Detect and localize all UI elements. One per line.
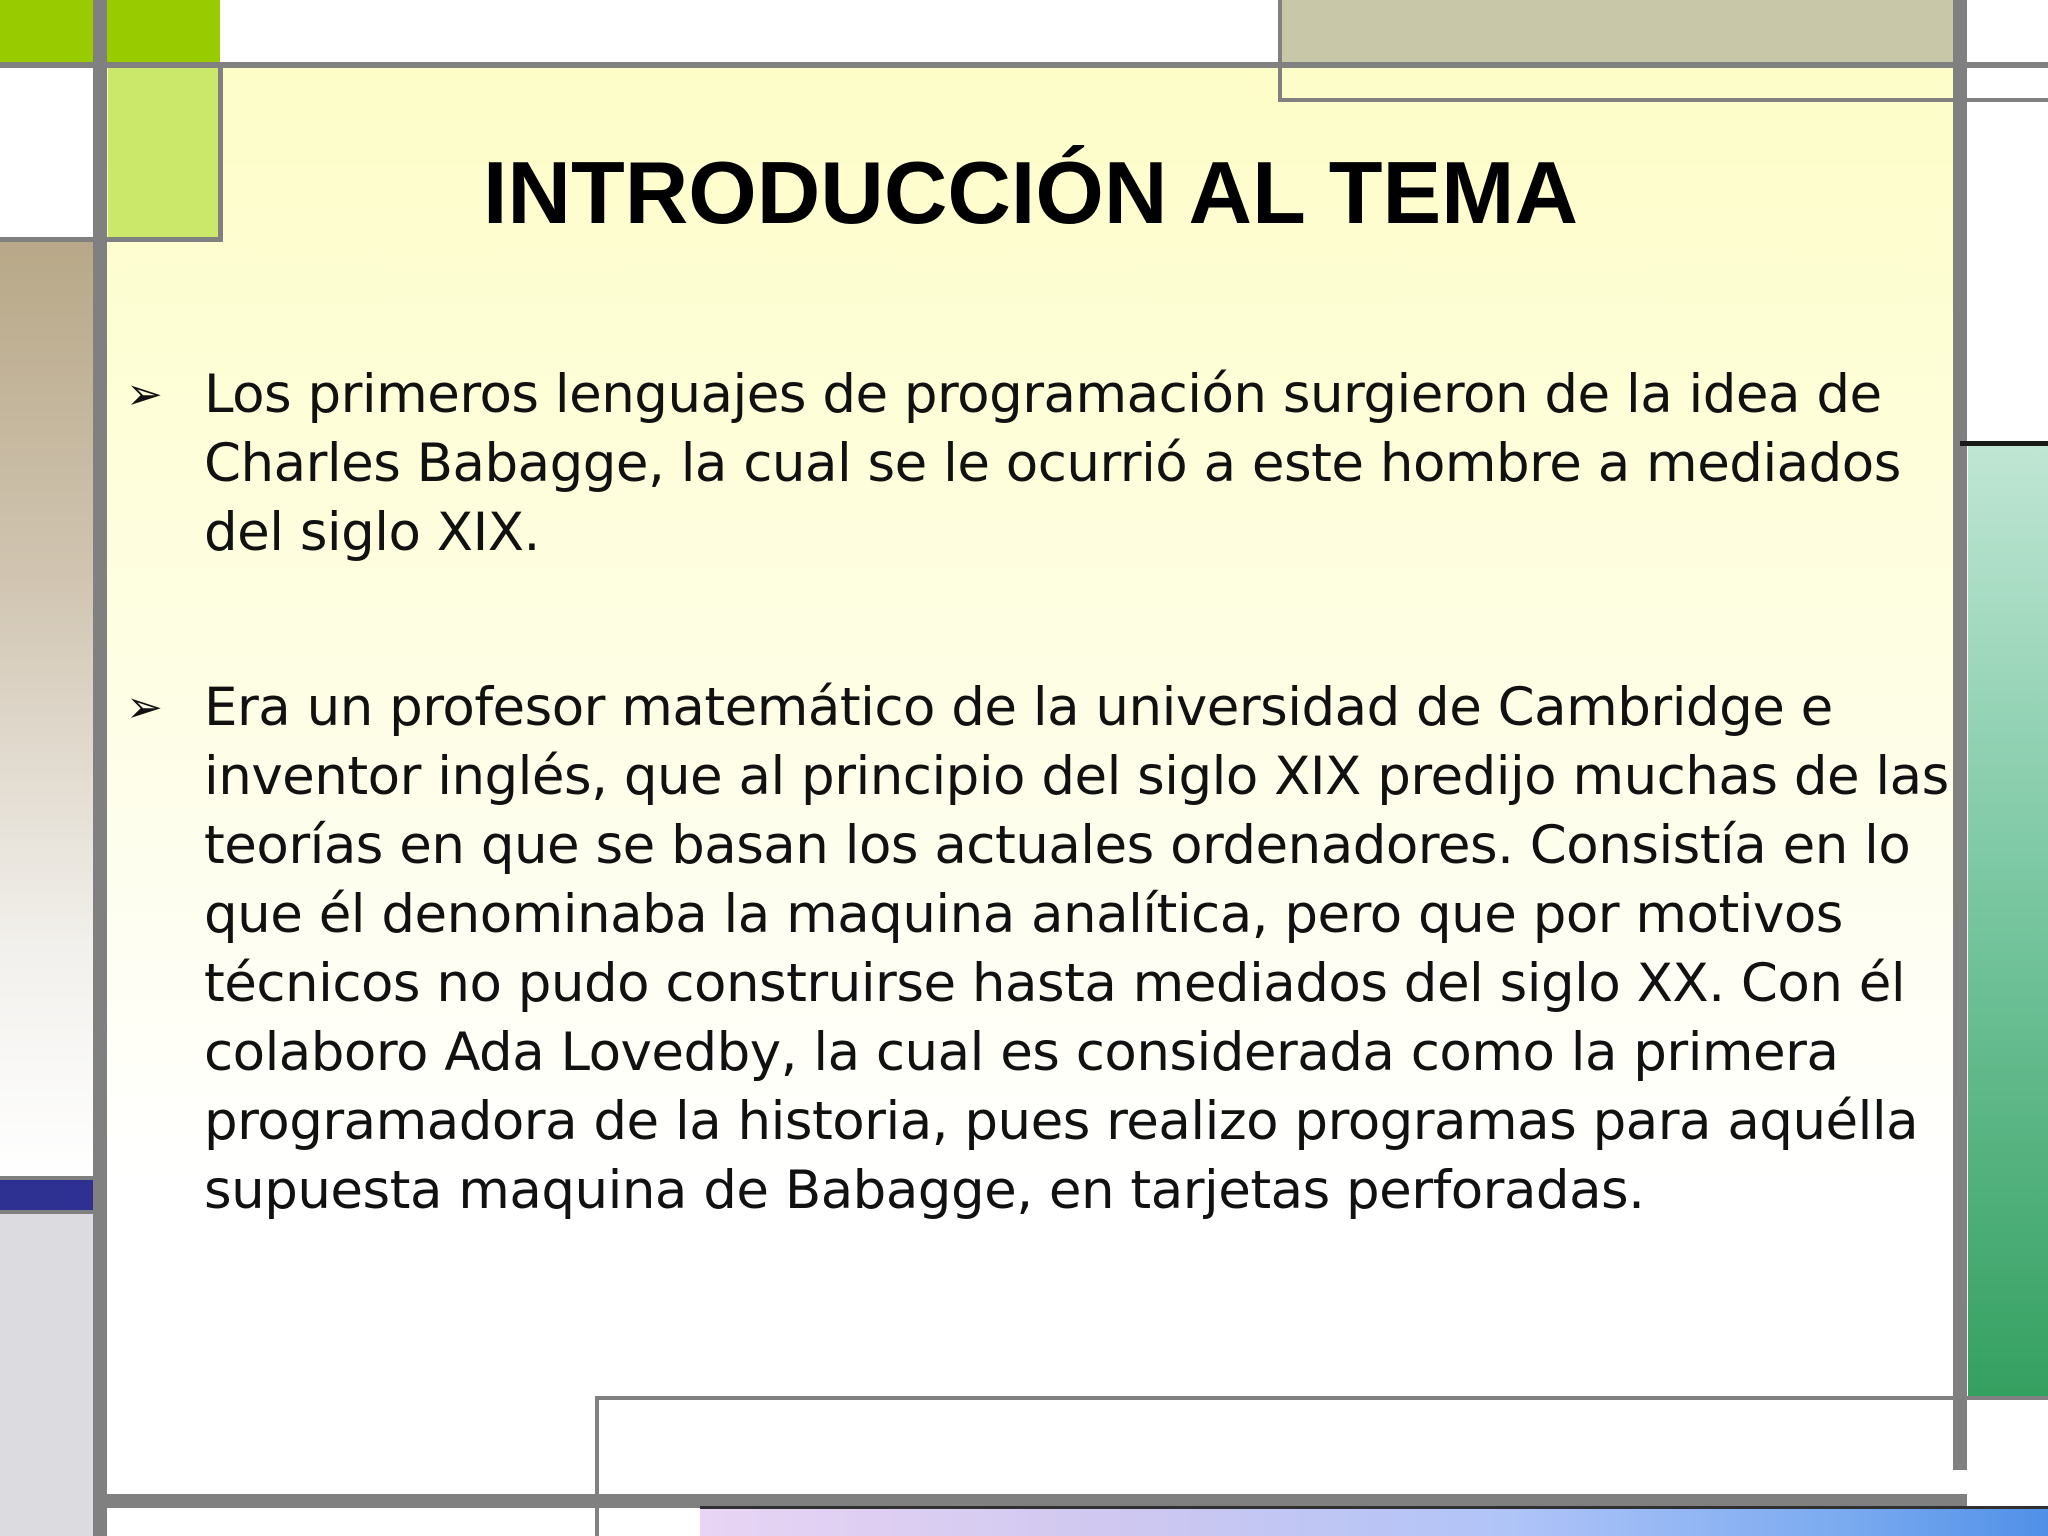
decor-bottom-gradient-strip [700, 1508, 2048, 1536]
bullet-list [126, 360, 1956, 1225]
decor-green-gradient-strip [1968, 446, 2048, 1396]
frame-line-blue-bottom [0, 1210, 100, 1214]
frame-line-bottom-dark [700, 1506, 2048, 1509]
decor-khaki-block [1280, 0, 1958, 65]
decor-tan-gradient-strip [0, 240, 94, 1180]
frame-line-right-dark [1960, 441, 2048, 446]
frame-line-khaki-bottom [1278, 98, 2048, 102]
bullet-text: Era un profesor matemático de la universidad de Cambridge e inventor inglés, que al principio del siglo XIX predijo muchas de las teorías en que se basan los actuales ordenadores. Consistía en lo que él denominaba la maquina analítica, pero que por motivos técnicos no pudo construirse hasta mediados del siglo XX. Con él colaboro Ada Lovedby, la cual es considerada como la primera programadora de la historia, pues realizo programas para aquélla supuesta maquina de Babagge, en tarjetas perforadas. [204, 677, 1949, 1221]
frame-line-inner-vertical [595, 1396, 599, 1536]
decor-grey-block [0, 1212, 94, 1536]
decor-blue-strip [0, 1180, 94, 1210]
frame-line-top [0, 62, 2048, 68]
bullet-item [126, 360, 1956, 567]
frame-line-khaki-left [1278, 0, 1282, 102]
bullet-item [126, 673, 1956, 1225]
arrow-bullet-icon: ➢ [126, 369, 163, 420]
frame-line-blue-top [0, 1176, 100, 1180]
bullet-text: Los primeros lenguajes de programación surgieron de la idea de Charles Babagge, la cual se le ocurrió a este hombre a mediados del siglo XIX. [204, 364, 1901, 563]
slide-title: INTRODUCCIÓN AL TEMA [482, 143, 1579, 242]
decor-green-block [0, 0, 220, 65]
arrow-bullet-icon: ➢ [126, 682, 163, 733]
frame-line-inner-horizontal [595, 1396, 2048, 1400]
